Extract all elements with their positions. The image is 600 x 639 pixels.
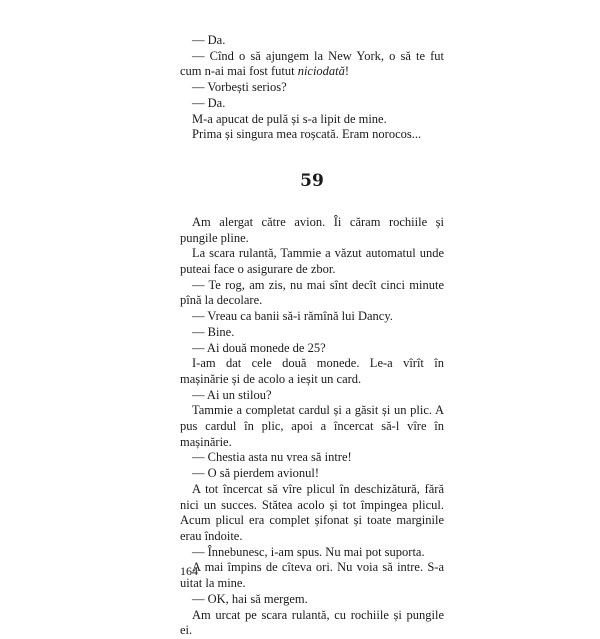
paragraph: I-am dat cele două monede. Le-a vîrît în mașinărie și de acolo a ieșit un card. [180,356,444,386]
paragraph: — Înnebunesc, i-am spus. Nu mai pot suporta. [192,544,425,559]
paragraph: Prima și singura mea roșcată. Eram norocos... [192,127,422,142]
paragraph: — OK, hai să mergem. [192,591,308,606]
chapter-body [180,215,444,639]
text-column [180,33,444,639]
italic-emphasis: niciodată [297,64,345,79]
paragraph: — Cînd o să ajungem la New York, o să te fut cum n-ai mai fost futut niciodată! [180,48,444,79]
paragraph: A mai împins de cîteva ori. Nu voia să intre. S-a uitat la mine. [180,560,444,591]
paragraph: M-a apucat de pulă și s-a lipit de mine. [192,111,387,126]
paragraph: — Te rog, am zis, nu mai sînt decît cinci minute pînă la decolare. [180,277,444,308]
paragraph: — Vorbești serios? [192,80,287,95]
paragraph: Am alergat către avion. Îi căram rochiile și pungile pline. [180,214,444,245]
paragraph: La scara rulantă, Tammie a văzut automatul unde puteai face o asigurare de zbor. [180,246,444,277]
paragraph: — Da. [192,33,226,47]
paragraph: Tammie a completat cardul și a găsit și un plic. A pus cardul în plic, apoi a încercat să-l vîre în mașinărie. [180,403,444,449]
paragraph: — Ai un stilou? [192,387,272,402]
page-number: 164 [180,564,198,578]
paragraph: A tot încercat să vîre plicul în deschizătură, fără nici un succes. Stătea acolo și tot împingea plicul. Acum plicul era complet șifonat și toate marginile erau îndoite. [180,481,444,543]
paragraph: — Bine. [192,324,235,339]
paragraph: — Da. [192,95,226,110]
paragraph: — Vreau ca banii să-i rămînă lui Dancy. [192,309,393,324]
paragraph: — Chestia asta nu vrea să intre! [192,450,352,465]
paragraph: Am urcat pe scara rulantă, cu rochiile și pungile ei. [180,607,444,638]
paragraph: — O să pierdem avionul! [192,466,320,481]
chapter-number: 59 [300,170,324,191]
paragraph: — Ai două monede de 25? [192,340,326,355]
